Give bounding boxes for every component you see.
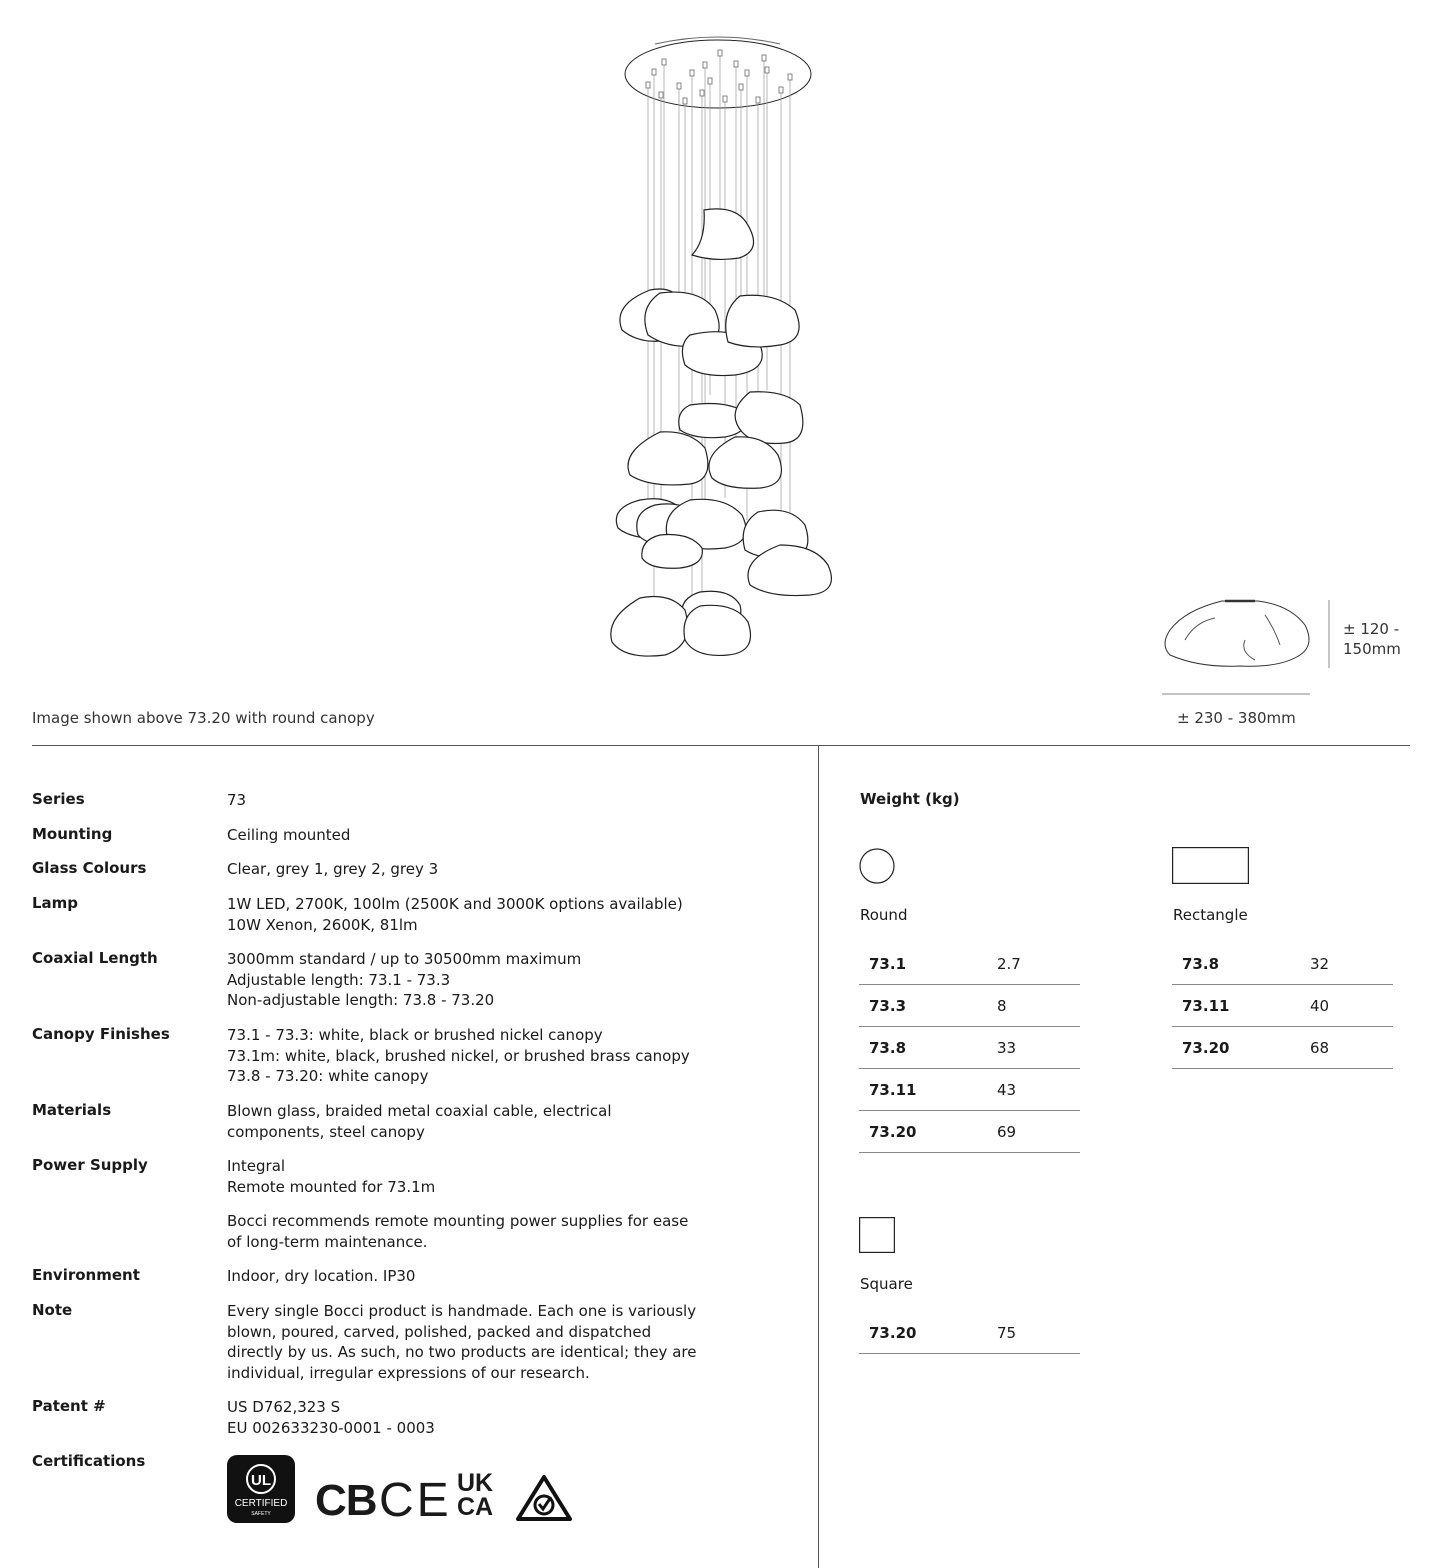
spec-value-power-supply: Integral Remote mounted for 73.1m	[227, 1157, 436, 1196]
svg-text:SAFETY: SAFETY	[251, 1511, 271, 1517]
round-weight-table	[859, 943, 1080, 1153]
spec-value-lamp: 1W LED, 2700K, 100lm (2500K and 3000K options available) 10W Xenon, 2600K, 81lm	[227, 895, 683, 934]
spec-label-series: Series	[32, 790, 85, 808]
spec-label-mounting: Mounting	[32, 825, 113, 843]
spec-value-canopy-finishes: 73.1 - 73.3: white, black or brushed nickel canopy 73.1m: white, black, brushed nickel, or brushed brass canopy 73.8 - 73.20: white canopy	[227, 1026, 690, 1085]
spec-label-materials: Materials	[32, 1101, 112, 1119]
table-row: 73.8 32	[1172, 943, 1393, 985]
svg-text:CERTIFIED: CERTIFIED	[234, 1498, 288, 1509]
table-row: 73.20 69	[859, 1111, 1080, 1153]
spec-value-coaxial-length: 3000mm standard / up to 30500mm maximum Adjustable length: 73.1 - 73.3 Non-adjustable length: 73.8 - 73.20	[227, 950, 582, 1009]
ce-logo: CE	[379, 1474, 452, 1527]
spec-label-certifications: Certifications	[32, 1452, 146, 1470]
spec-label-environment: Environment	[32, 1266, 140, 1284]
product-illustration	[600, 30, 850, 670]
spec-label-power-supply: Power Supply	[32, 1156, 148, 1174]
ul-certified-logo	[227, 1455, 297, 1525]
rcm-logo	[514, 1473, 574, 1523]
image-caption: Image shown above 73.20 with round canopy	[32, 709, 375, 727]
spec-value-environment: Indoor, dry location. IP30	[227, 1267, 416, 1285]
cb-logo: CB	[315, 1476, 377, 1525]
spec-value-power-note: Bocci recommends remote mounting power supplies for ease of long-term maintenance.	[227, 1212, 689, 1251]
spec-label-glass-colours: Glass Colours	[32, 859, 147, 877]
spec-value-mounting: Ceiling mounted	[227, 826, 351, 844]
table-row: 73.3 8	[859, 985, 1080, 1027]
spec-value-patent: US D762,323 S EU 002633230-0001 - 0003	[227, 1398, 435, 1437]
spec-label-patent: Patent #	[32, 1397, 106, 1415]
spec-value-glass-colours: Clear, grey 1, grey 2, grey 3	[227, 860, 439, 878]
rectangle-shape-icon	[1172, 847, 1250, 885]
round-label: Round	[860, 906, 908, 924]
square-shape-icon	[859, 1217, 896, 1254]
table-row: 73.11 40	[1172, 985, 1393, 1027]
table-row: 73.20 75	[859, 1312, 1080, 1354]
ukca-logo: UK CA	[457, 1469, 494, 1521]
horizontal-divider	[32, 745, 1410, 746]
spec-value-series: 73	[227, 791, 247, 809]
table-row: 73.1 2.7	[859, 943, 1080, 985]
square-label: Square	[860, 1275, 913, 1293]
rectangle-weight-table	[1172, 943, 1393, 1069]
spec-label-coaxial-length: Coaxial Length	[32, 949, 158, 967]
spec-label-lamp: Lamp	[32, 894, 79, 912]
table-row: 73.11 43	[859, 1069, 1080, 1111]
table-row: 73.20 68	[1172, 1027, 1393, 1069]
rectangle-label: Rectangle	[1173, 906, 1248, 924]
spec-label-note: Note	[32, 1301, 73, 1319]
square-weight-table	[859, 1312, 1080, 1354]
vertical-divider	[818, 745, 819, 1568]
dimension-diagram	[1150, 590, 1340, 705]
svg-text:UL: UL	[251, 1472, 271, 1489]
spec-value-note: Every single Bocci product is handmade. Each one is variously blown, poured, carved, polished, packed and dispatched directly by us. As such, no two products are identical; they are individual, irregular expressions of our research.	[227, 1302, 697, 1382]
spec-label-canopy-finishes: Canopy Finishes	[32, 1025, 170, 1043]
spec-value-materials: Blown glass, braided metal coaxial cable, electrical components, steel canopy	[227, 1102, 612, 1141]
width-dimension: ± 230 - 380mm	[1177, 709, 1296, 727]
certification-logos	[227, 1455, 587, 1525]
weight-title: Weight (kg)	[860, 790, 960, 808]
round-shape-icon	[859, 848, 895, 884]
height-dimension: ± 120 - 150mm	[1343, 620, 1401, 658]
table-row: 73.8 33	[859, 1027, 1080, 1069]
